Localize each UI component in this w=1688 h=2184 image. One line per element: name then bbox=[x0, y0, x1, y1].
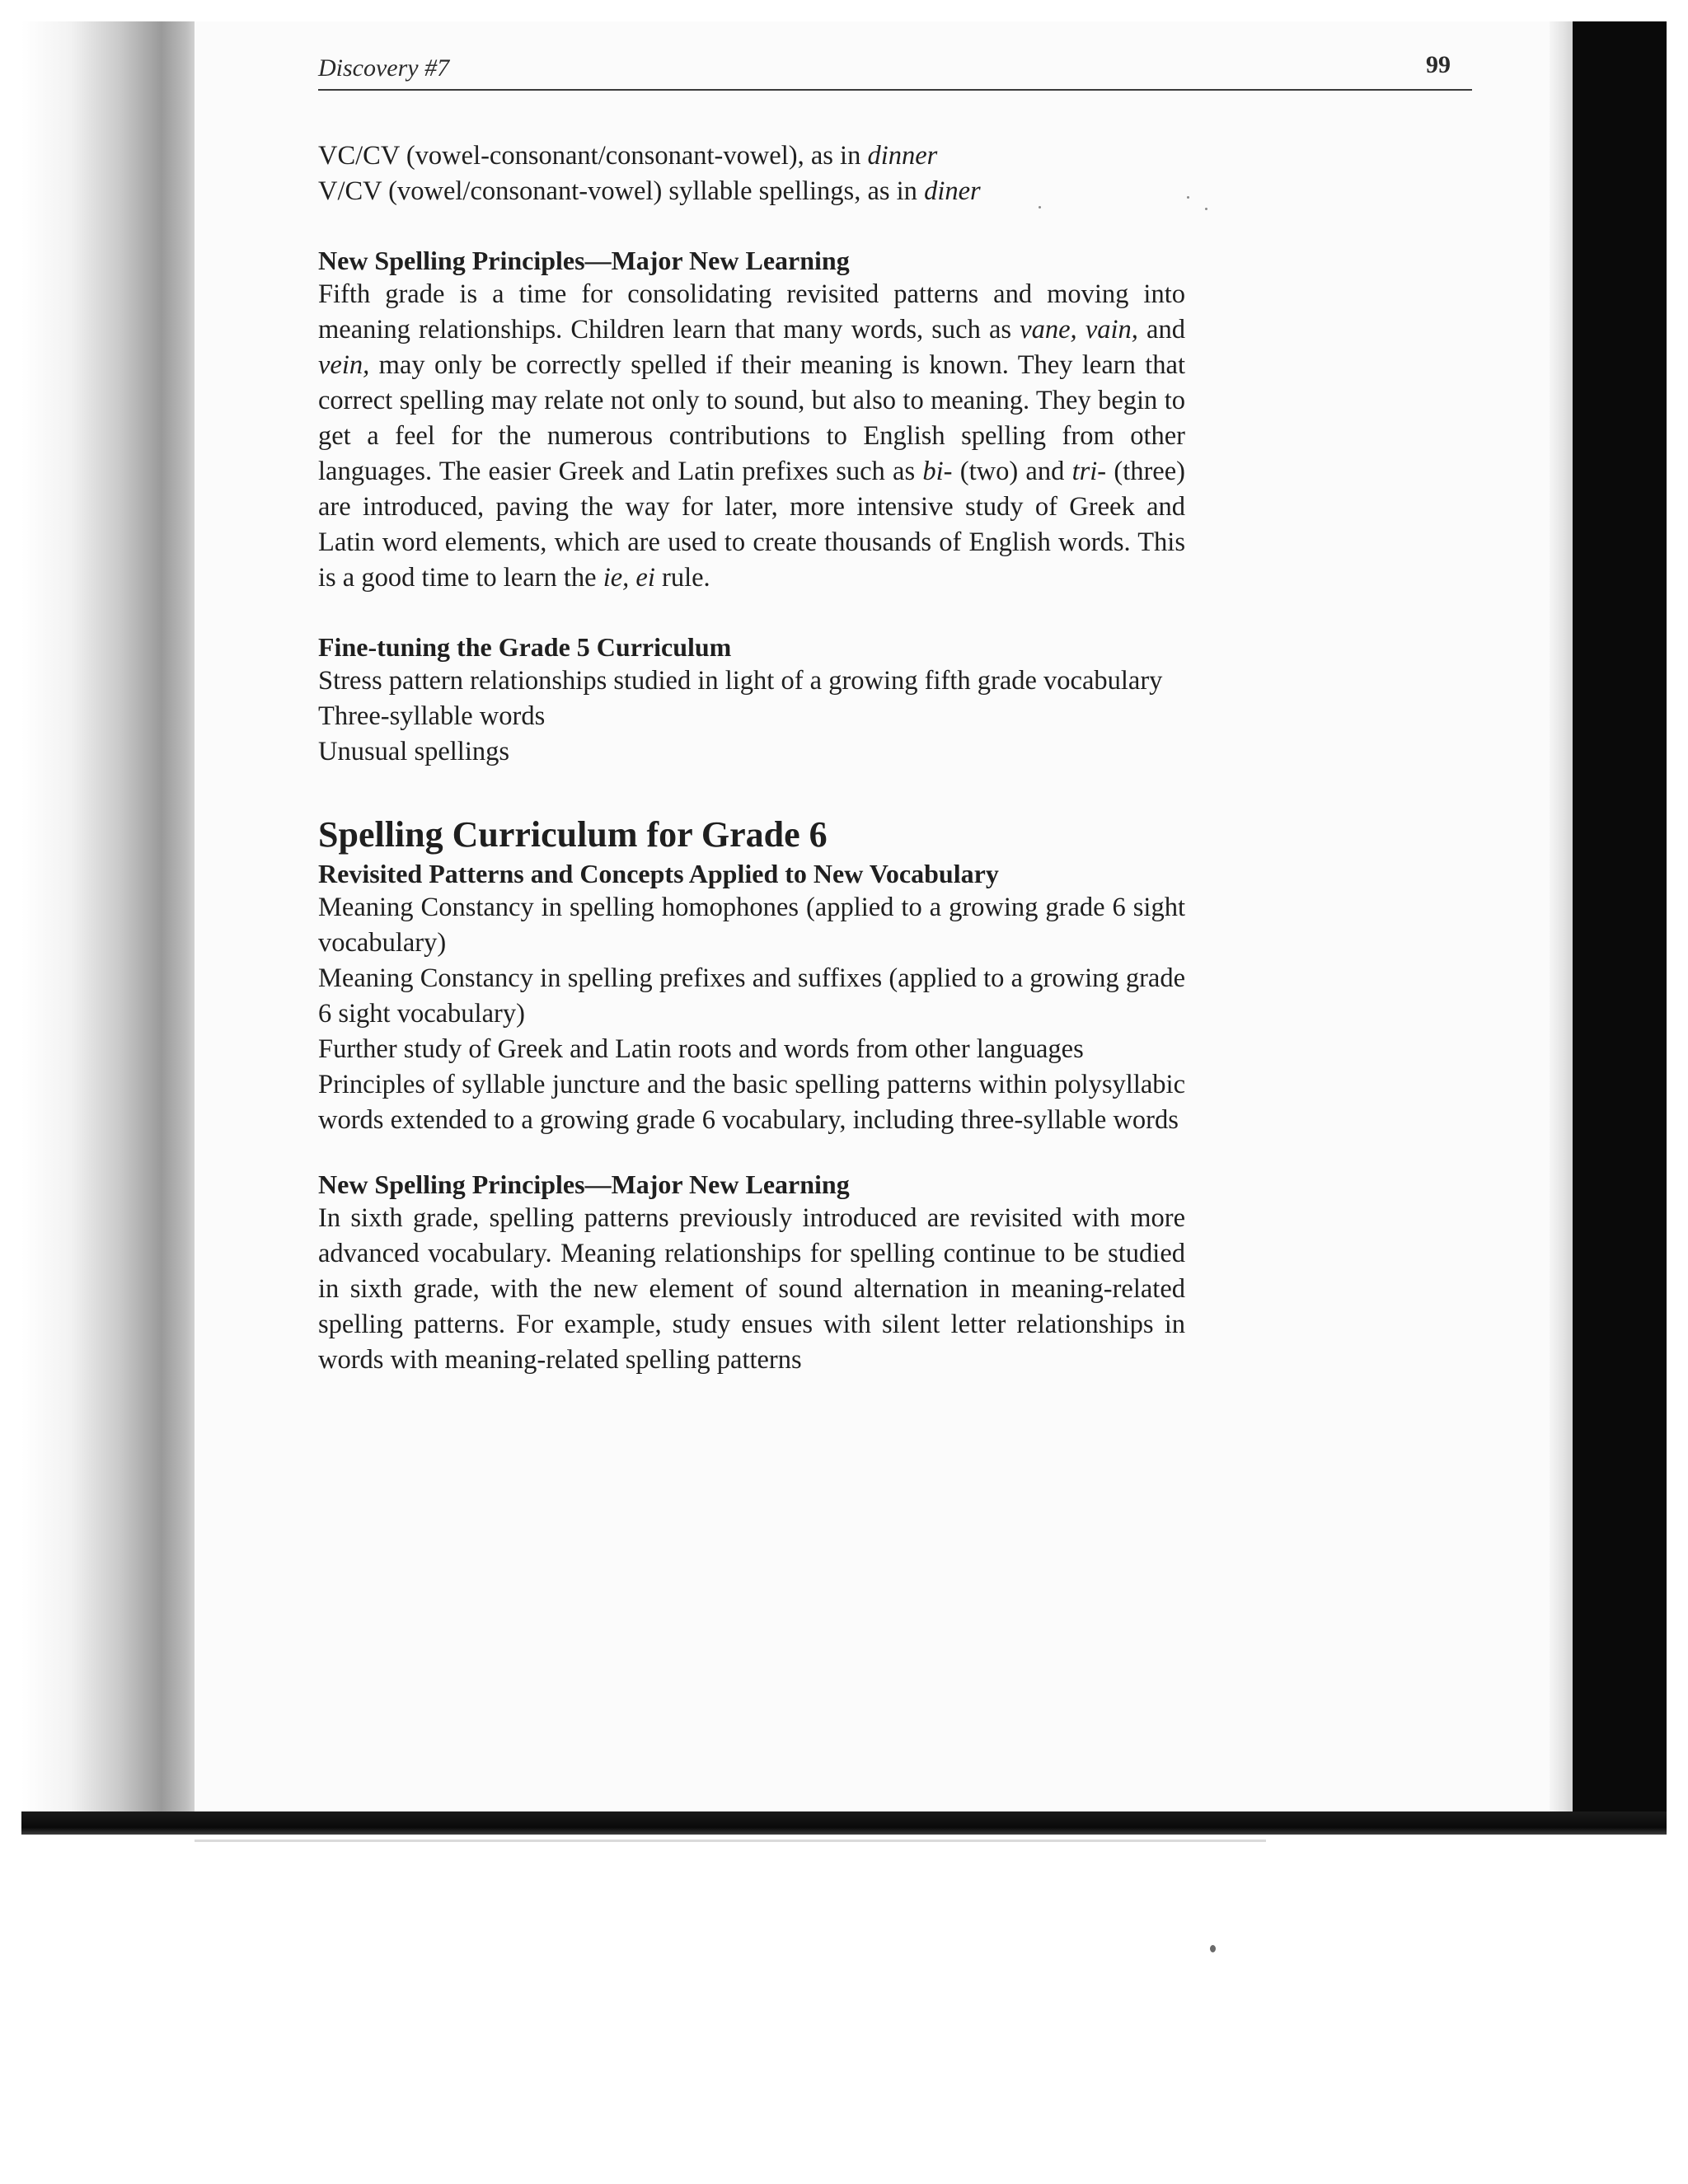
scan-speck bbox=[1205, 208, 1207, 210]
list-item: Meaning Constancy in spelling homophones (applied to a growing grade 6 sight vocabulary) bbox=[318, 893, 1185, 958]
example-word: diner bbox=[924, 176, 981, 206]
page-number: 99 bbox=[1426, 51, 1451, 78]
running-header-title: Discovery #7 bbox=[318, 54, 450, 82]
scan-speck bbox=[1187, 196, 1189, 199]
scanner-right-border bbox=[1573, 21, 1667, 1826]
page-edge-shading bbox=[1550, 21, 1574, 1818]
section-subheading: Fine-tuning the Grade 5 Curriculum bbox=[318, 632, 732, 662]
list-item: Meaning Constancy in spelling prefixes and suffixes (applied to a growing grade 6 sight vocabulary) bbox=[318, 963, 1185, 1029]
body-paragraph: Fifth grade is a time for consolidating revisited patterns and moving into meaning relationships. Children learn that many words, such as vane, vain, and vein, may only be correctly spelled if their meaning is known. They learn that correct spelling may relate not only to sound, but also to meaning. They begin to get a feel for the numerous contributions to English spelling from other languages. The easier Greek and Latin prefixes such as bi- (two) and tri- (three) are introduced, paving the way for later, more intensive study of Greek and Latin word elements, which are used to create thousands of English words. This is a good time to learn the ie, ei rule. bbox=[318, 279, 1185, 593]
page-bottom-edge-line bbox=[195, 1840, 1266, 1842]
scanner-bottom-border bbox=[21, 1811, 1667, 1835]
list-item: Further study of Greek and Latin roots and words from other languages bbox=[318, 1034, 1084, 1064]
page-body bbox=[318, 138, 1185, 1378]
body-paragraph: In sixth grade, spelling patterns previously introduced are revisited with more advanced vocabulary. Meaning relationships for spelling continue to be studied in sixth grade, with the new element of sound alternation in meaning-related spelling patterns. For example, study ensues with silent letter relationships in words with meaning-related spelling patterns bbox=[318, 1203, 1185, 1375]
list-item: Unusual spellings bbox=[318, 737, 510, 766]
scan-speck bbox=[1210, 1945, 1216, 1952]
list-item: Stress pattern relationships studied in light of a growing fifth grade vocabulary bbox=[318, 666, 1163, 696]
section-title: Spelling Curriculum for Grade 6 bbox=[318, 814, 828, 855]
section-subheading: Revisited Patterns and Concepts Applied to New Vocabulary bbox=[318, 859, 999, 888]
section-subheading: New Spelling Principles—Major New Learning bbox=[318, 1169, 850, 1199]
section-subheading: New Spelling Principles—Major New Learning bbox=[318, 246, 850, 275]
list-item: Principles of syllable juncture and the basic spelling patterns within polysyllabic words extended to a growing grade 6 vocabulary, including three-syllable words bbox=[318, 1070, 1185, 1135]
running-header bbox=[318, 51, 1472, 91]
syllable-pattern-line: V/CV (vowel/consonant-vowel) syllable spellings, as in diner bbox=[318, 176, 981, 206]
list-item: Three-syllable words bbox=[318, 701, 546, 731]
syllable-pattern-line: VC/CV (vowel-consonant/consonant-vowel), as in dinner bbox=[318, 141, 938, 171]
book-spine-shadow bbox=[21, 21, 195, 1818]
example-word: dinner bbox=[867, 141, 938, 171]
